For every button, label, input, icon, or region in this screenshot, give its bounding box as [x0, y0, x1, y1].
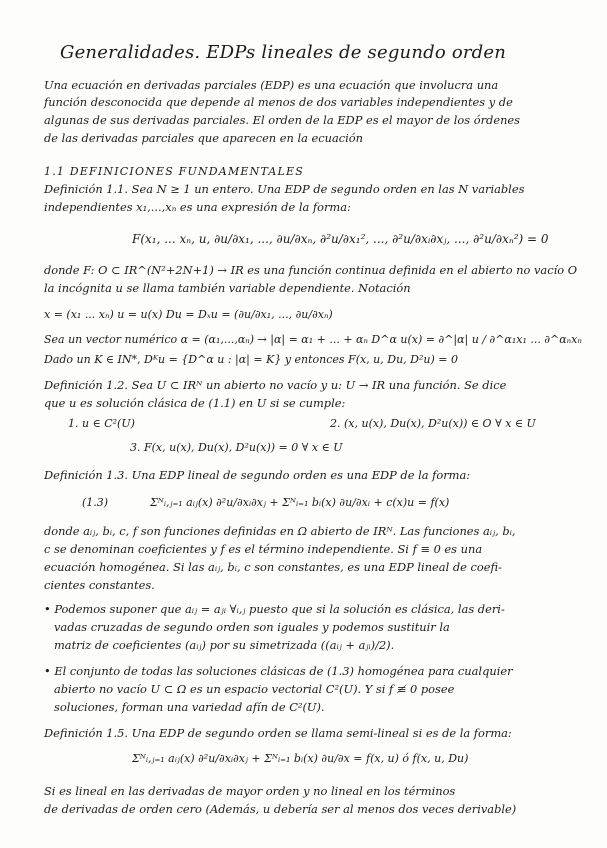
bullet-1-line-1: • Podemos suponer que aᵢⱼ = aⱼᵢ ∀ᵢ,ⱼ puesto que si la solución es clásica, las deri- — [44, 602, 505, 616]
equation-1-3: Σᴺᵢ,ⱼ₌₁ aᵢⱼ(x) ∂²u/∂xᵢ∂xⱼ + Σᴺᵢ₌₁ bᵢ(x) ∂u/∂xᵢ + c(x)u = f(x) — [150, 496, 450, 509]
def13-after-line-2: c se denominan coeficientes y f es el término independiente. Si f ≡ 0 es una — [44, 542, 483, 556]
section-heading: 1.1 DEFINICIONES FUNDAMENTALES — [44, 165, 305, 178]
intro-line-4: de las derivadas parciales que aparecen en la ecuación — [44, 131, 363, 145]
intro-line-3: algunas de sus derivadas parciales. El orden de la EDP es el mayor de los órdenes — [44, 113, 521, 127]
bullet-2-line-3: soluciones, forman una variedad afín de C²(U). — [54, 700, 325, 714]
multiindex-line: Sea un vector numérico α = (α₁,...,αₙ) → |α| = α₁ + ... + αₙ D^α u(x) = ∂^|α| u / ∂^α₁x₁ ... ∂^αₙxₙ — [44, 333, 582, 346]
def13-after-line-3: ecuación homogénea. Si las aᵢⱼ, bᵢ, c son constantes, es una EDP lineal de coefi- — [44, 560, 502, 574]
def12-line-2: que u es solución clásica de (1.1) en U si se cumple: — [44, 396, 346, 410]
def12-condition-2: 2. (x, u(x), Du(x), D²u(x)) ∈ O ∀ x ∈ U — [330, 417, 536, 430]
equation-1-1: F(x₁, ... xₙ, u, ∂u/∂x₁, ..., ∂u/∂xₙ, ∂²u/∂x₁², ..., ∂²u/∂xᵢ∂xⱼ, ..., ∂²u/∂xₙ²) = 0 — [132, 232, 549, 246]
closing-line-1: Si es lineal en las derivadas de mayor orden y no lineal en los términos — [44, 784, 456, 798]
page-title: Generalidades. EDPs lineales de segundo orden — [60, 42, 507, 63]
bullet-2-line-2: abierto no vacío U ⊂ Ω es un espacio vectorial C²(U). Y si f ≢ 0 posee — [54, 682, 455, 696]
def12-condition-3: 3. F(x, u(x), Du(x), D²u(x)) = 0 ∀ x ∈ U — [130, 441, 343, 454]
def11-after-line-2: la incógnita u se llama también variable dependiente. Notación — [44, 281, 411, 295]
intro-line-2: función desconocida que depende al menos de dos variables independientes y de — [44, 95, 513, 109]
notation-line: x = (x₁ ... xₙ) u = u(x) Du = Dₓu = (∂u/∂x₁, ..., ∂u/∂xₙ) — [44, 308, 333, 321]
def12-condition-1: 1. u ∈ C²(U) — [68, 417, 135, 430]
def15-line: Definición 1.5. Una EDP de segundo orden se llama semi-lineal si es de la forma: — [44, 726, 512, 740]
bullet-2-line-1: • El conjunto de todas las soluciones clásicas de (1.3) homogénea para cualquier — [44, 664, 513, 678]
intro-line-1: Una ecuación en derivadas parciales (EDP) es una ecuación que involucra una — [44, 78, 499, 92]
def11-line-2: independientes x₁,...,xₙ es una expresión de la forma: — [44, 200, 351, 214]
def12-line-1: Definición 1.2. Sea U ⊂ IRᴺ un abierto no vacío y u: U → IR una función. Se dice — [44, 378, 507, 392]
bullet-1-line-2: vadas cruzadas de segundo orden son iguales y podemos sustituir la — [54, 620, 450, 634]
equation-1-5: Σᴺᵢ,ⱼ₌₁ aᵢⱼ(x) ∂²u/∂xᵢ∂xⱼ + Σᴺᵢ₌₁ bᵢ(x) ∂u/∂x = f(x, u) ó f(x, u, Du) — [132, 752, 469, 765]
def11-line-1: Definición 1.1. Sea N ≥ 1 un entero. Una EDP de segundo orden en las N variables — [44, 182, 525, 196]
dk-notation-line: Dado un K ∈ IN*, Dᴷu = {D^α u : |α| = K} y entonces F(x, u, Du, D²u) = 0 — [44, 353, 458, 366]
equation-1-3-label: (1.3) — [82, 496, 109, 509]
def13-line: Definición 1.3. Una EDP lineal de segundo orden es una EDP de la forma: — [44, 468, 471, 482]
def13-after-line-4: cientes constantes. — [44, 578, 155, 592]
def11-after-line-1: donde F: O ⊂ IR^(N²+2N+1) → IR es una función continua definida en el abierto no vacío O — [44, 263, 578, 277]
def13-after-line-1: donde aᵢⱼ, bᵢ, c, f son funciones definidas en Ω abierto de IRᴺ. Las funciones aᵢⱼ, bᵢ, — [44, 524, 516, 538]
closing-line-2: de derivadas de orden cero (Además, u debería ser al menos dos veces derivable) — [44, 802, 517, 816]
bullet-1-line-3: matriz de coeficientes (aᵢⱼ) por su simetrizada ((aᵢⱼ + aⱼᵢ)/2). — [54, 638, 395, 652]
